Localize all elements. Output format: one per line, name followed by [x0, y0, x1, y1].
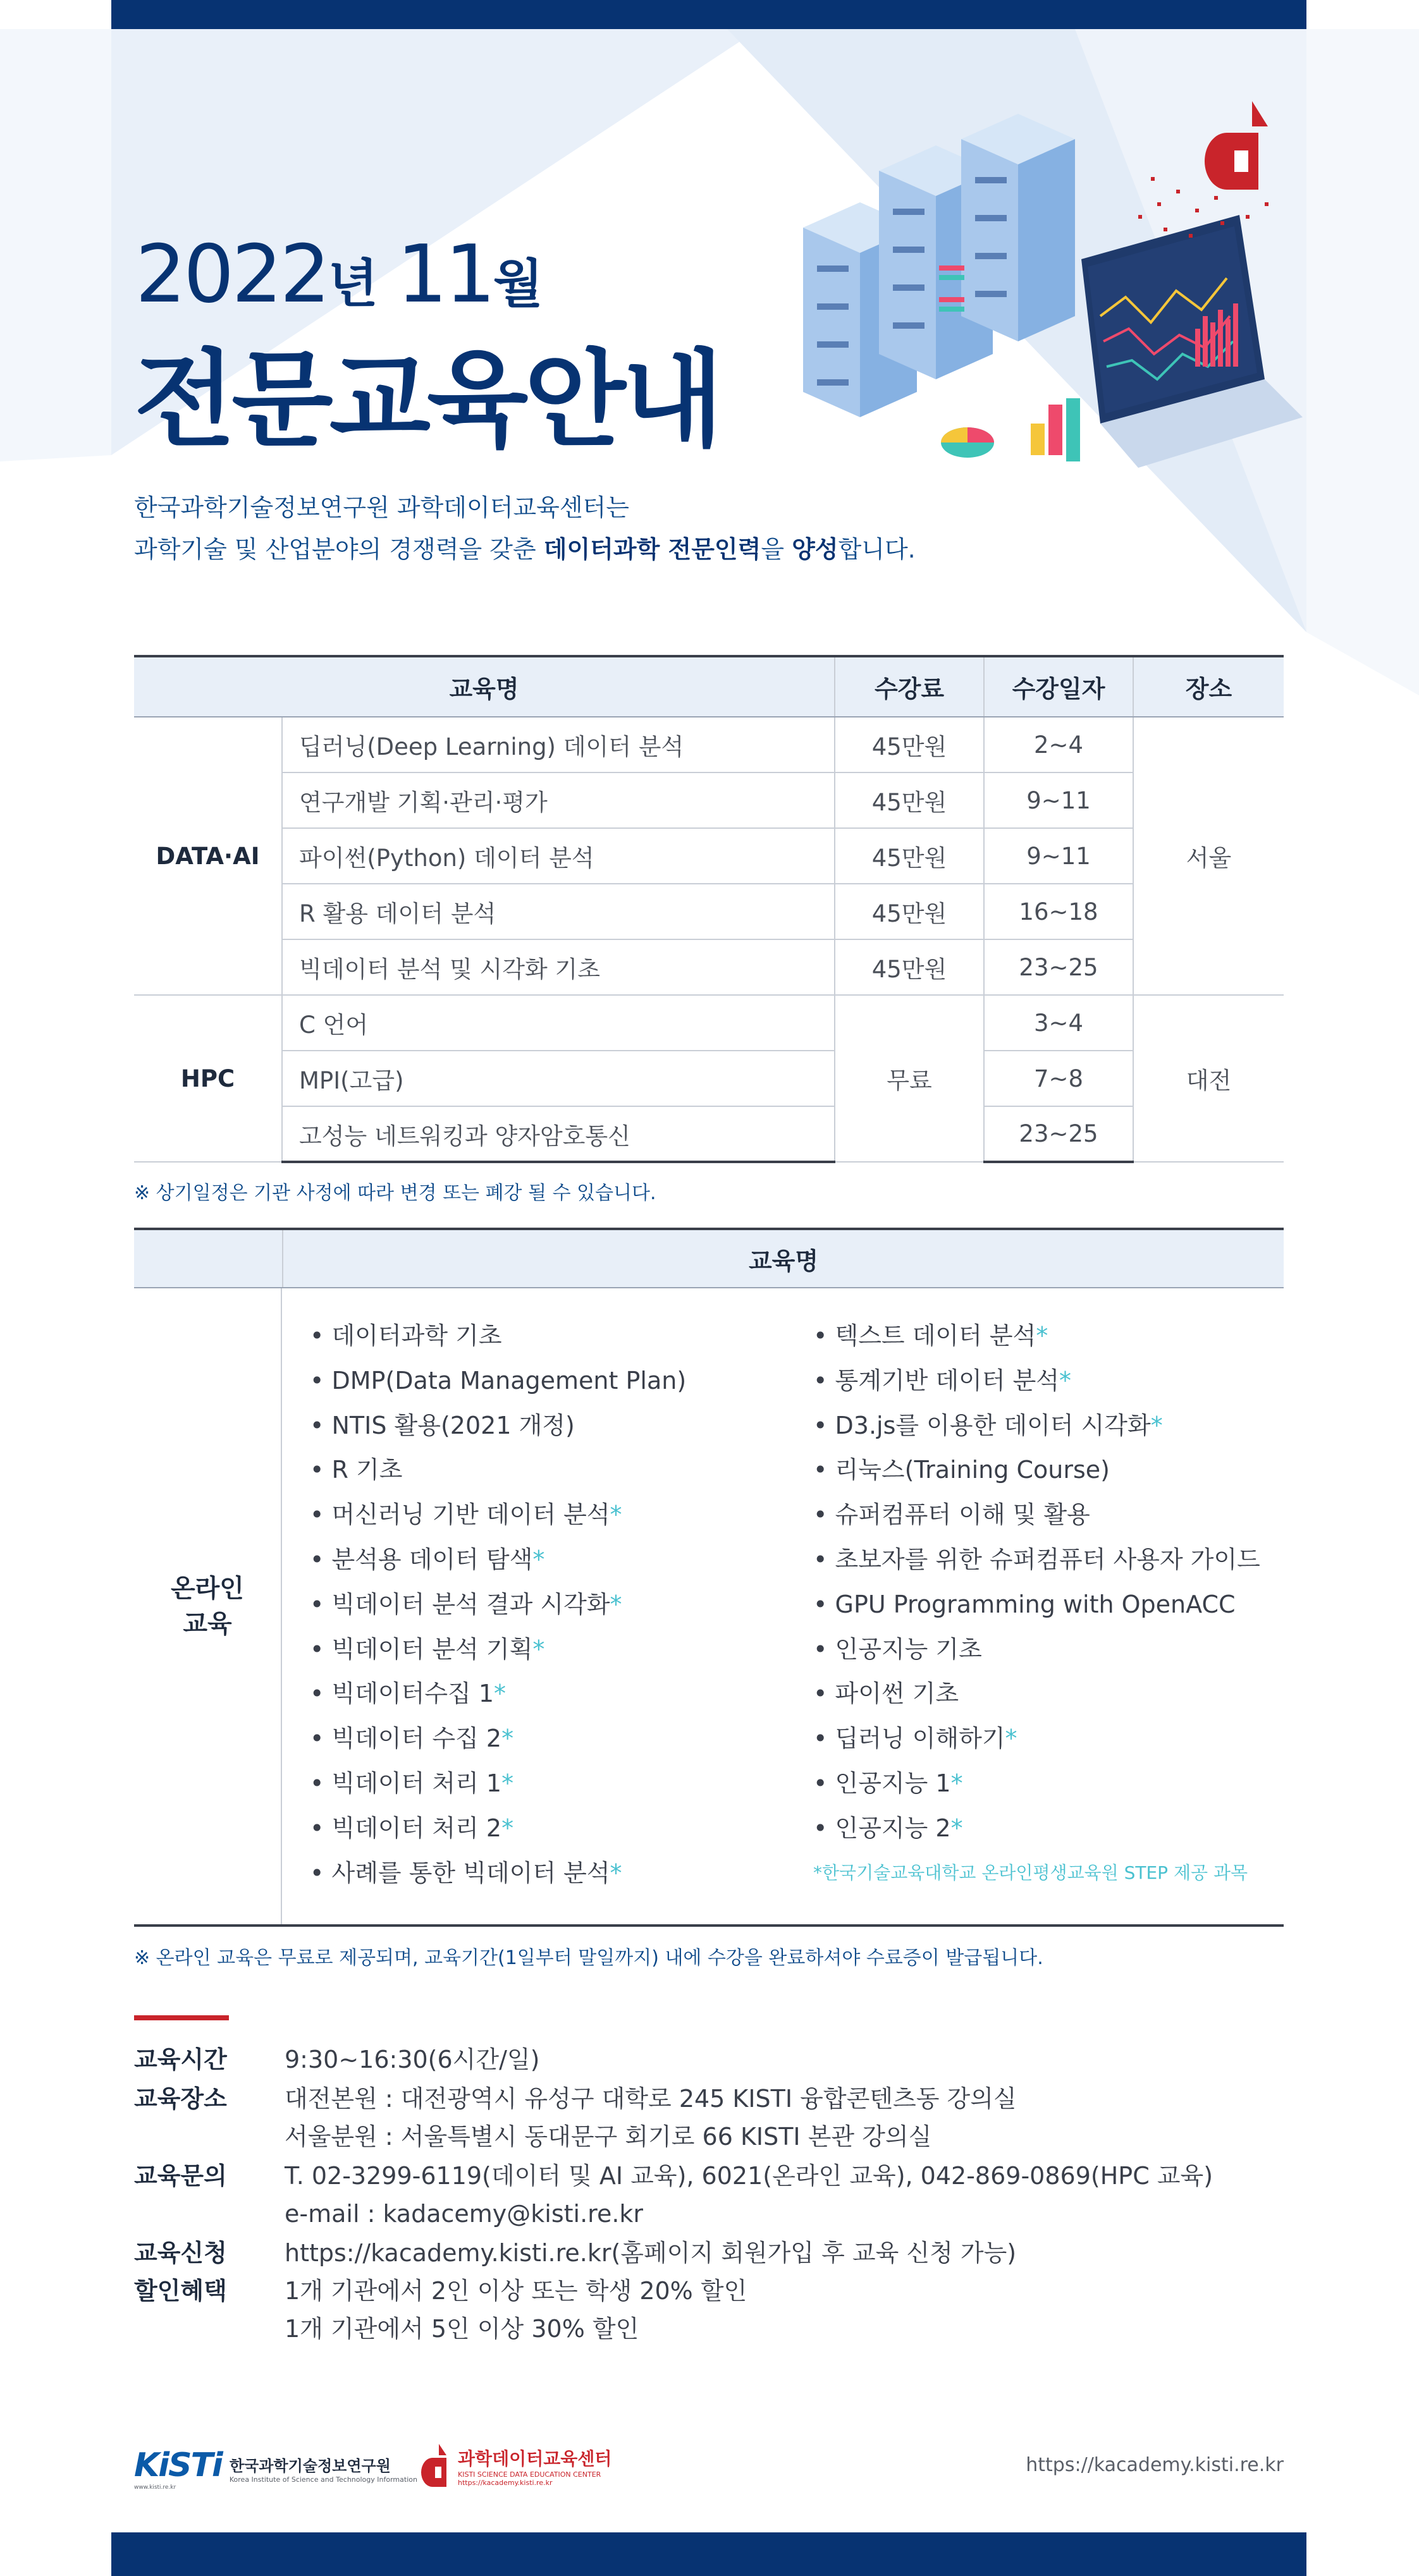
online-course-item — [813, 1671, 1260, 1716]
online-course-item — [813, 1806, 1260, 1851]
info-time — [134, 2041, 1213, 2079]
bottom-bar — [111, 2532, 1306, 2576]
page-title: 전문교육안내 — [134, 339, 720, 461]
kisti-name: 한국과학기술정보연구원 — [229, 2457, 391, 2475]
place-seoul: 서울 — [1133, 717, 1284, 995]
online-course-name: 초보자를 위한 슈퍼컴퓨터 사용자 가이드 — [835, 1545, 1260, 1573]
course-name: R 활용 데이터 분석 — [282, 884, 835, 939]
online-course-list-left — [310, 1314, 686, 1895]
online-course-item — [813, 1358, 1260, 1403]
info-apply — [134, 2234, 1213, 2272]
step-course-marker: * — [610, 1501, 622, 1529]
header-course-name: 교육명 — [134, 656, 835, 717]
online-course-item — [310, 1403, 686, 1448]
online-course-item — [310, 1582, 686, 1627]
course-dates: 2~4 — [984, 717, 1133, 772]
online-course-name: R 기초 — [331, 1456, 403, 1484]
online-course-name: GPU Programming with OpenACC — [835, 1590, 1236, 1618]
info-discount-2: 1개 기관에서 5인 이상 30% 할인 — [285, 2315, 639, 2343]
kisti-url: www.kisti.re.kr — [134, 2484, 176, 2491]
table-row — [134, 995, 1284, 1051]
intro-line1: 한국과학기술정보연구원 과학데이터교육센터는 — [134, 494, 629, 522]
table-row — [134, 1051, 1284, 1106]
intro-highlight-talent: 데이터과학 전문인력 — [543, 535, 761, 563]
info-discount-label: 할인혜택 — [134, 2277, 227, 2305]
online-course-name: 빅데이터 분석 기획 — [331, 1635, 533, 1663]
online-course-name: 리눅스(Training Course) — [835, 1456, 1110, 1484]
course-dates: 16~18 — [984, 884, 1133, 939]
online-course-item — [813, 1314, 1260, 1358]
online-course-item — [813, 1403, 1260, 1448]
info-section — [134, 2041, 1213, 2348]
intro-line2-part: 을 — [761, 535, 792, 563]
online-course-item — [310, 1671, 686, 1716]
step-course-marker: * — [501, 1724, 514, 1753]
table-row — [134, 884, 1284, 939]
title-month: 11 — [396, 228, 493, 320]
info-place-seoul: 서울분원 : 서울특별시 동대문구 회기로 66 KISTI 본관 강의실 — [285, 2123, 932, 2151]
step-course-marker: * — [610, 1590, 622, 1618]
online-course-name: 인공지능 1 — [835, 1769, 951, 1797]
online-course-item — [310, 1537, 686, 1582]
place-daejeon: 대전 — [1133, 995, 1284, 1162]
education-center-name: 과학데이터교육센터 — [458, 2448, 612, 2469]
online-table-header — [134, 1228, 1284, 1288]
online-table-body — [134, 1288, 1284, 1927]
online-course-name: 빅데이터 처리 2 — [331, 1814, 502, 1842]
intro-line2-part: 과학기술 및 산업분야의 경쟁력을 갖춘 — [134, 535, 544, 563]
header-place: 장소 — [1133, 656, 1284, 717]
info-apply-label: 교육신청 — [134, 2239, 227, 2267]
category-data-ai: DATA·AI — [134, 717, 282, 995]
schedule-table — [134, 655, 1284, 1163]
info-place-label: 교육장소 — [134, 2085, 227, 2113]
online-note: ※ 온라인 교육은 무료로 제공되며, 교육기간(1일부터 말일까지) 내에 수강을 완료하셔야 수료증이 발급됩니다. — [134, 1947, 1043, 1969]
online-course-name: 머신러닝 기반 데이터 분석 — [331, 1501, 610, 1529]
step-course-marker: * — [501, 1769, 514, 1797]
course-fee-free: 무료 — [835, 995, 984, 1162]
table-row — [134, 828, 1284, 884]
category-online-line2: 교육 — [183, 1609, 232, 1639]
education-center-logo-icon — [420, 2444, 452, 2488]
online-course-item — [813, 1761, 1260, 1806]
title-month-suffix: 월 — [493, 254, 541, 314]
intro-line2 — [134, 528, 916, 570]
info-contact-label: 교육문의 — [134, 2162, 227, 2190]
education-center-name-en: KISTI SCIENCE DATA EDUCATION CENTER — [458, 2470, 601, 2479]
intro-line2-part: 합니다. — [838, 535, 916, 563]
course-dates: 7~8 — [984, 1051, 1133, 1106]
data-server-illustration — [784, 89, 1303, 493]
info-time-value: 9:30~16:30(6시간/일) — [285, 2046, 540, 2073]
step-course-marker: * — [532, 1635, 545, 1663]
online-course-name: 텍스트 데이터 분석 — [835, 1322, 1036, 1350]
course-name: 연구개발 기획·관리·평가 — [282, 772, 835, 828]
education-center-url: https://kacademy.kisti.re.kr — [458, 2479, 553, 2487]
online-course-name: 데이터과학 기초 — [331, 1322, 502, 1350]
category-online-line1: 온라인 — [171, 1574, 244, 1603]
step-course-marker: * — [1005, 1724, 1017, 1753]
course-name: 고성능 네트워킹과 양자암호통신 — [282, 1106, 835, 1162]
online-course-name: 인공지능 기초 — [835, 1635, 982, 1663]
course-fee: 45만원 — [835, 939, 984, 995]
online-footnote: *한국기술교육대학교 온라인평생교육원 STEP 제공 과목 — [813, 1862, 1248, 1883]
online-course-item — [310, 1314, 686, 1358]
online-course-name: 사례를 통한 빅데이터 분석 — [331, 1859, 610, 1887]
course-fee: 45만원 — [835, 772, 984, 828]
info-contact-phone: T. 02-3299-6119(데이터 및 AI 교육), 6021(온라인 교육), 042-869-0869(HPC 교육) — [285, 2162, 1213, 2190]
course-name: 빅데이터 분석 및 시각화 기초 — [282, 939, 835, 995]
course-dates: 23~25 — [984, 939, 1133, 995]
course-dates: 23~25 — [984, 1106, 1133, 1162]
online-course-name: 인공지능 2 — [835, 1814, 951, 1842]
online-course-list-right — [813, 1314, 1260, 1895]
online-course-name: 빅데이터 분석 결과 시각화 — [331, 1590, 610, 1618]
table-row — [134, 717, 1284, 772]
info-discount — [134, 2272, 1213, 2348]
table-row — [134, 939, 1284, 995]
course-fee: 45만원 — [835, 884, 984, 939]
online-course-name: D3.js를 이용한 데이터 시각화 — [835, 1411, 1151, 1439]
step-course-marker: * — [494, 1680, 507, 1708]
kisti-logo[interactable] — [134, 2446, 417, 2491]
online-course-item — [310, 1806, 686, 1851]
online-course-name: 분석용 데이터 탐색 — [331, 1545, 533, 1573]
title-year-suffix: 년 — [328, 254, 376, 314]
online-course-item — [310, 1627, 686, 1672]
step-course-marker: * — [1059, 1366, 1072, 1395]
online-header-course-name: 교육명 — [282, 1230, 1284, 1287]
course-dates: 9~11 — [984, 772, 1133, 828]
course-name: 딥러닝(Deep Learning) 데이터 분석 — [282, 717, 835, 772]
header-fee: 수강료 — [835, 656, 984, 717]
info-discount-1: 1개 기관에서 2인 이상 또는 학생 20% 할인 — [285, 2277, 747, 2305]
online-course-name: 파이썬 기초 — [835, 1680, 959, 1708]
kisti-logo-mark: KiSTi — [134, 2446, 222, 2484]
info-time-label: 교육시간 — [134, 2046, 227, 2073]
title-year-month — [135, 228, 541, 320]
kisti-name-en: Korea Institute of Science and Technology Information — [229, 2475, 417, 2484]
online-course-name: 통계기반 데이터 분석 — [835, 1366, 1060, 1395]
online-course-item — [310, 1716, 686, 1761]
schedule-note: ※ 상기일정은 기관 사정에 따라 변경 또는 폐강 될 수 있습니다. — [134, 1182, 656, 1204]
online-course-item — [813, 1716, 1260, 1761]
step-course-marker: * — [1036, 1322, 1048, 1350]
online-course-item — [310, 1492, 686, 1537]
course-fee: 45만원 — [835, 828, 984, 884]
course-dates: 3~4 — [984, 995, 1133, 1051]
top-bar — [111, 0, 1306, 29]
course-name: C 언어 — [282, 995, 835, 1051]
info-place — [134, 2080, 1213, 2156]
info-contact-email[interactable]: e-mail : kadacemy@kisti.re.kr — [285, 2200, 644, 2228]
footer-url[interactable]: https://kacademy.kisti.re.kr — [1026, 2454, 1284, 2476]
info-place-daejeon: 대전본원 : 대전광역시 유성구 대학로 245 KISTI 융합콘텐츠동 강의실 — [285, 2085, 1017, 2113]
step-course-marker: * — [501, 1814, 514, 1842]
intro-text — [134, 487, 916, 570]
step-course-marker: * — [1150, 1411, 1163, 1439]
table-header-row — [134, 656, 1284, 717]
header-dates: 수강일자 — [984, 656, 1133, 717]
online-course-name: 빅데이터 처리 1 — [331, 1769, 502, 1797]
course-dates: 9~11 — [984, 828, 1133, 884]
course-name: 파이썬(Python) 데이터 분석 — [282, 828, 835, 884]
category-hpc: HPC — [134, 995, 282, 1162]
info-apply-link[interactable]: https://kacademy.kisti.re.kr(홈페이지 회원가입 후 교육 신청 가능) — [285, 2239, 1017, 2267]
table-row — [134, 772, 1284, 828]
step-course-marker: * — [610, 1859, 622, 1887]
online-course-name: 딥러닝 이해하기 — [835, 1724, 1005, 1753]
course-name: MPI(고급) — [282, 1051, 835, 1106]
course-fee: 45만원 — [835, 717, 984, 772]
online-course-name: DMP(Data Management Plan) — [331, 1366, 687, 1395]
info-contact — [134, 2157, 1213, 2233]
online-course-item — [813, 1582, 1260, 1627]
online-course-item — [310, 1851, 686, 1896]
online-course-name: 빅데이터수집 1 — [331, 1680, 494, 1708]
category-online — [134, 1288, 282, 1924]
title-year: 2022 — [135, 228, 328, 320]
table-row — [134, 1106, 1284, 1162]
intro-highlight-cultivate: 양성 — [792, 535, 838, 563]
online-course-item — [310, 1448, 686, 1492]
online-course-item — [813, 1537, 1260, 1582]
online-course-item — [310, 1761, 686, 1806]
step-course-marker: * — [950, 1814, 963, 1842]
education-center-logo[interactable] — [420, 2444, 611, 2488]
online-course-item — [310, 1358, 686, 1403]
step-course-marker: * — [532, 1545, 545, 1573]
online-course-name: 빅데이터 수집 2 — [331, 1724, 502, 1753]
step-course-marker: * — [950, 1769, 963, 1797]
online-course-item — [813, 1627, 1260, 1672]
online-course-name: NTIS 활용(2021 개정) — [331, 1411, 575, 1439]
section-divider — [134, 2015, 229, 2020]
online-course-item — [813, 1492, 1260, 1537]
online-course-item — [813, 1448, 1260, 1492]
online-course-name: 슈퍼컴퓨터 이해 및 활용 — [835, 1501, 1090, 1529]
